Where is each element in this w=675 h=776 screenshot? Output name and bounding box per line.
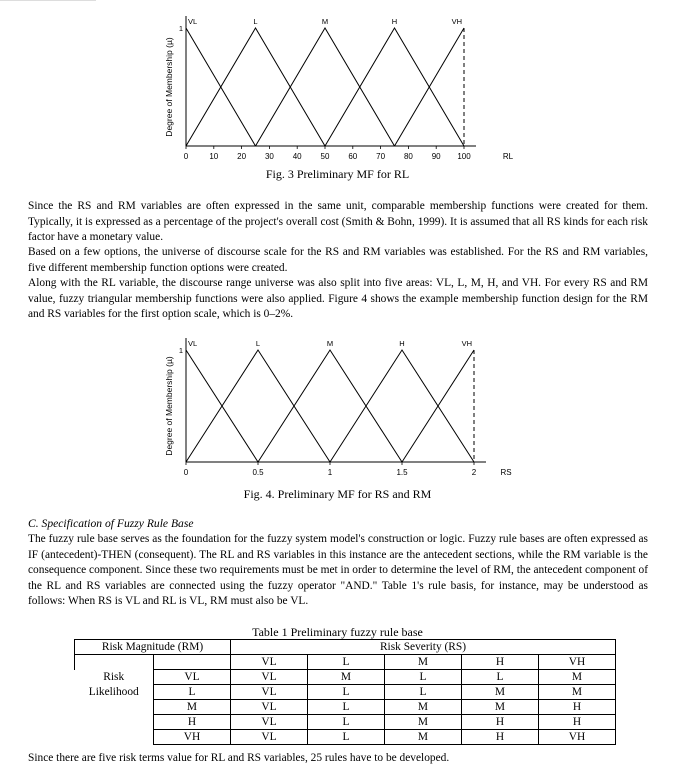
figure-3-caption: Fig. 3 Preliminary MF for RL: [265, 167, 410, 181]
table-cell: L: [462, 670, 539, 685]
table-cell: VL: [231, 685, 308, 700]
table-cell: VL: [231, 715, 308, 730]
table-row: [75, 670, 616, 685]
table-cell: H: [539, 700, 616, 715]
table-cell: L: [308, 715, 385, 730]
table-col-header: H: [462, 655, 539, 670]
figure-3-chart: [160, 14, 530, 166]
table-col-header: VH: [539, 655, 616, 670]
table-row: [75, 700, 616, 715]
table-cell: L: [385, 670, 462, 685]
mf-series-m: [258, 350, 402, 462]
table-cell: M: [385, 700, 462, 715]
mf-label-m: M: [326, 339, 334, 348]
table-cell: L: [308, 700, 385, 715]
table-cell: M: [385, 715, 462, 730]
x-tick-label: 30: [264, 152, 274, 161]
x-tick-label: 70: [376, 152, 386, 161]
x-tick-label: 100: [457, 152, 471, 161]
table-cell: L: [308, 685, 385, 700]
table-row-label: VH: [154, 730, 231, 745]
table-cell: VL: [231, 730, 308, 745]
table-empty-cell: [75, 730, 154, 745]
mf-label-vl: VL: [188, 339, 198, 348]
table-col-header: L: [308, 655, 385, 670]
table-cell: H: [539, 715, 616, 730]
table-row-label: L: [154, 685, 231, 700]
table-row-group-label-1: Risk: [103, 671, 125, 683]
table-empty-cell: [75, 715, 154, 730]
y-axis-label: Degree of Membership (µ): [164, 356, 174, 456]
table-caption: Table 1 Preliminary fuzzy rule base: [252, 625, 423, 639]
x-axis-label: RS: [500, 468, 512, 477]
table-cell: M: [462, 700, 539, 715]
table-cell: M: [385, 730, 462, 745]
y-tick-label: 1: [178, 346, 183, 355]
mf-label-m: M: [321, 17, 329, 26]
table-col-header: M: [385, 655, 462, 670]
x-tick-label: 80: [403, 152, 413, 161]
mf-label-vh: VH: [461, 339, 472, 348]
x-tick-label: 0.5: [252, 468, 264, 477]
table-col-group: Risk Severity (RS): [231, 640, 616, 655]
top-rule: [0, 0, 96, 1]
table-corner-cell: Risk Magnitude (RM): [75, 640, 231, 655]
table-col-header: VL: [231, 655, 308, 670]
paragraph-4: The fuzzy rule base serves as the foundation for the fuzzy system model's construction or logic. Fuzzy rule bases are often expressed as IF (antecedent)-THEN (consequent). The RL and RS variables in this instance are the antecedent sections, while the RM variable is the consequence component. Since these two requirements must be met in order to determine the level of RM, the antecedent component of the RL and RS variables are connected using the fuzzy operator "AND." Table 1's rule basis, for instance, may be understood as follows: When RS is VL and RL is VL, RM must also be VL.: [28, 533, 648, 608]
figure-4-caption: Fig. 4. Preliminary MF for RS and RM: [243, 487, 432, 501]
x-axis-label: RL: [502, 152, 514, 161]
figure-4-chart: [160, 336, 530, 482]
x-tick-label: 10: [209, 152, 219, 161]
table-row-label: H: [154, 715, 231, 730]
table-cell: VL: [231, 700, 308, 715]
x-tick-label: 1: [327, 468, 333, 477]
table-row-label: VL: [154, 670, 231, 685]
mf-label-h: H: [391, 17, 398, 26]
table-empty-cell: [75, 700, 154, 715]
mf-series-h: [330, 350, 474, 462]
mf-series-l: [186, 28, 325, 146]
footnote: Since there are five risk terms value for RL and RS variables, 25 rules have to be developed.: [28, 752, 450, 764]
table-cell: VH: [539, 730, 616, 745]
table-row-group-label-2: Likelihood: [88, 686, 139, 698]
table-cell: VL: [231, 670, 308, 685]
table-cell: H: [462, 730, 539, 745]
figure-3-svg: [160, 14, 530, 166]
x-tick-label: 0: [183, 468, 189, 477]
table-cell: L: [385, 685, 462, 700]
mf-label-h: H: [399, 339, 405, 348]
table-cell: M: [539, 670, 616, 685]
table-header-row-2: [75, 655, 616, 670]
x-tick-label: 50: [320, 152, 330, 161]
rule-base-table: [74, 639, 616, 745]
table-empty-cell: [75, 655, 154, 670]
x-tick-label: 90: [431, 152, 441, 161]
paragraph-1: Since the RS and RM variables are often expressed in the same unit, comparable membership functions were created for them. Typically, it is expressed as a percentage of the project's overall cost (Smith & Bohn, 1999). It is assumed that all RS kinds for each risk factor have a monetary value.: [28, 200, 648, 244]
mf-series-l: [186, 350, 330, 462]
table-row: [75, 685, 616, 700]
y-tick-label: 1: [178, 24, 183, 33]
mf-series-m: [256, 28, 395, 146]
table-cell: M: [308, 670, 385, 685]
table-cell: L: [308, 730, 385, 745]
table-row: [75, 715, 616, 730]
x-tick-label: 60: [348, 152, 358, 161]
x-tick-label: 20: [237, 152, 247, 161]
mf-label-l: L: [255, 339, 261, 348]
table-cell: M: [539, 685, 616, 700]
paragraph-2: Based on a few options, the universe of discourse scale for the RS and RM variables was established. For the RS and RM variables, five different membership function options were created.: [28, 246, 648, 274]
table-cell: M: [462, 685, 539, 700]
table-row-label: M: [154, 700, 231, 715]
x-tick-label: 2: [471, 468, 477, 477]
x-tick-label: 40: [292, 152, 302, 161]
table-empty-cell: [154, 655, 231, 670]
figure-4-svg: [160, 336, 530, 482]
x-tick-label: 1.5: [396, 468, 408, 477]
mf-series-h: [325, 28, 464, 146]
mf-label-vl: VL: [188, 17, 198, 26]
table-row: [75, 730, 616, 745]
table-cell: H: [462, 715, 539, 730]
mf-label-vh: VH: [451, 17, 462, 26]
table-header-row-1: [75, 640, 616, 655]
x-tick-label: 0: [183, 152, 189, 161]
section-heading: C. Specification of Fuzzy Rule Base: [28, 517, 194, 530]
y-axis-label: Degree of Membership (µ): [164, 37, 174, 137]
mf-label-l: L: [253, 17, 258, 26]
paragraph-3: Along with the RL variable, the discourse range universe was also split into five areas: VL, L, M, H, and VH. For every RS and RM value, fuzzy triangular membership functions were also applied. Figure 4 shows the example membership function design for the RM and RS variables for the first option scale, which is 0–2%.: [28, 277, 648, 321]
